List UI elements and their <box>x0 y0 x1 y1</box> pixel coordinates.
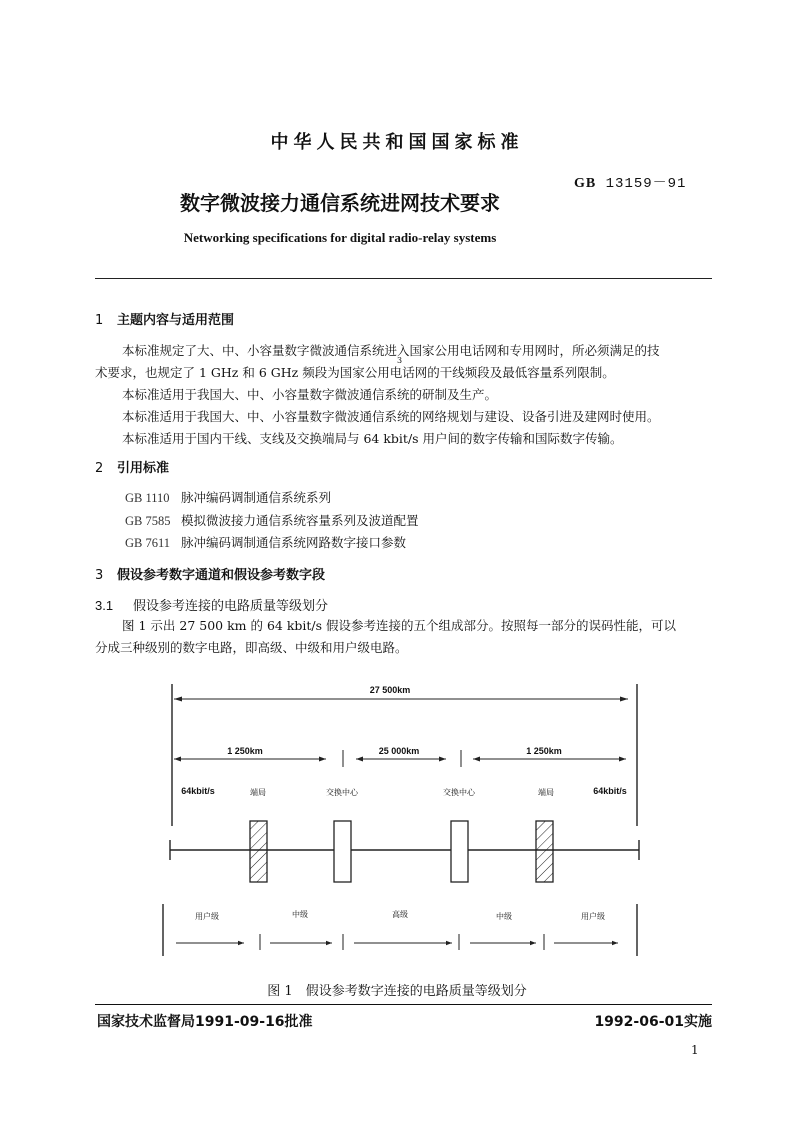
rate-right-label: 64kbit/s <box>593 786 627 796</box>
node-2-label: 交换中心 <box>326 788 358 797</box>
national-standard-heading: 中华人民共和国国家标准 <box>270 132 524 153</box>
section-3-p1-line2: 分成三种级别的数字电路，即高级、中级和用户级电路。 <box>95 640 408 655</box>
section-1-p1-line2: 术要求，也规定了 1 GHz 和 6 GHz 频段为国家公用电话网的干线频段及最低容量系列限制。 <box>95 365 615 380</box>
arrow-head <box>619 757 626 762</box>
seg-mid-label: 25 000km <box>359 746 439 756</box>
grade-2-label: 中级 <box>292 910 308 919</box>
switching-center-node-right <box>451 821 468 882</box>
arrow-head <box>326 941 332 945</box>
node-3-label: 交换中心 <box>443 788 475 797</box>
arrow-head <box>174 757 181 762</box>
section-2-number: 2 <box>95 461 104 476</box>
arrow-head <box>473 757 480 762</box>
grade-3-label: 高级 <box>392 910 408 919</box>
page-number: 1 <box>691 1043 699 1057</box>
rate-left-label: 64kbit/s <box>181 786 215 796</box>
stray-mark: 3 <box>397 356 403 365</box>
approval-date: 国家技术监督局1991-09-16批准 <box>97 1014 313 1030</box>
node-1-label: 端局 <box>250 788 266 797</box>
subsection-3-1-number: 3.1 <box>95 598 114 613</box>
section-2-title: 引用标准 <box>117 461 170 476</box>
total-distance-label: 27 500km <box>369 685 411 695</box>
effective-date: 1992-06-01实施 <box>594 1014 712 1030</box>
end-office-node-left <box>250 821 267 882</box>
reference-code: GB 7585 <box>125 514 171 528</box>
arrow-head <box>446 941 452 945</box>
section-3-title: 假设参考数字通道和假设参考数字段 <box>117 568 326 583</box>
reference-text: 脉冲编码调制通信系统网路数字接口参数 <box>181 535 407 550</box>
figure-1-caption: 图 1 假设参考数字连接的电路质量等级划分 <box>267 984 527 999</box>
gb-prefix: GB <box>574 176 597 191</box>
end-office-node-right <box>536 821 553 882</box>
arrow-head <box>319 757 326 762</box>
arrow-head <box>356 757 363 762</box>
footer-rule <box>95 1004 712 1005</box>
arrow-head-left <box>174 697 182 702</box>
arrow-head <box>530 941 536 945</box>
arrow-head-right <box>620 697 628 702</box>
arrow-head <box>612 941 618 945</box>
section-1-title: 主题内容与适用范围 <box>117 313 235 328</box>
arrow-head <box>238 941 244 945</box>
title-english: Networking specifications for digital radio-relay systems <box>183 230 497 245</box>
gb-number: 13159－91 <box>605 176 687 192</box>
grade-5-label: 用户级 <box>581 912 605 921</box>
arrow-head <box>439 757 446 762</box>
section-1-p3: 本标准适用于我国大、中、小容量数字微波通信系统的网络规划与建设、设备引进及建网时使用。 <box>122 409 660 424</box>
switching-center-node-left <box>334 821 351 882</box>
reference-text: 脉冲编码调制通信系统系列 <box>181 490 332 505</box>
seg-left-label: 1 250km <box>227 746 263 756</box>
grade-4-label: 中级 <box>496 912 512 921</box>
section-1-p4: 本标准适用于国内干线、支线及交换端局与 64 kbit/s 用户间的数字传输和国际数字传输。 <box>122 431 623 446</box>
reference-code: GB 1110 <box>125 491 170 505</box>
section-1-p2: 本标准适用于我国大、中、小容量数字微波通信系统的研制及生产。 <box>122 387 498 402</box>
reference-text: 模拟微波接力通信系统容量系列及波道配置 <box>181 513 419 528</box>
section-3-number: 3 <box>95 568 104 583</box>
section-3-p1-line1: 图 1 示出 27 500 km 的 64 kbit/s 假设参考连接的五个组成部分。按照每一部分的误码性能，可以 <box>122 618 677 633</box>
title-chinese: 数字微波接力通信系统进网技术要求 <box>180 191 500 215</box>
section-1-p1-line1: 本标准规定了大、中、小容量数字微波通信系统进入国家公用电话网和专用网时，所必须满足的技 <box>122 343 660 358</box>
section-1-number: 1 <box>95 313 104 328</box>
node-4-label: 端局 <box>538 788 554 797</box>
reference-code: GB 7611 <box>125 536 171 550</box>
subsection-3-1-title: 假设参考连接的电路质量等级划分 <box>133 599 329 614</box>
grade-1-label: 用户级 <box>195 912 219 921</box>
seg-right-label: 1 250km <box>526 746 562 756</box>
